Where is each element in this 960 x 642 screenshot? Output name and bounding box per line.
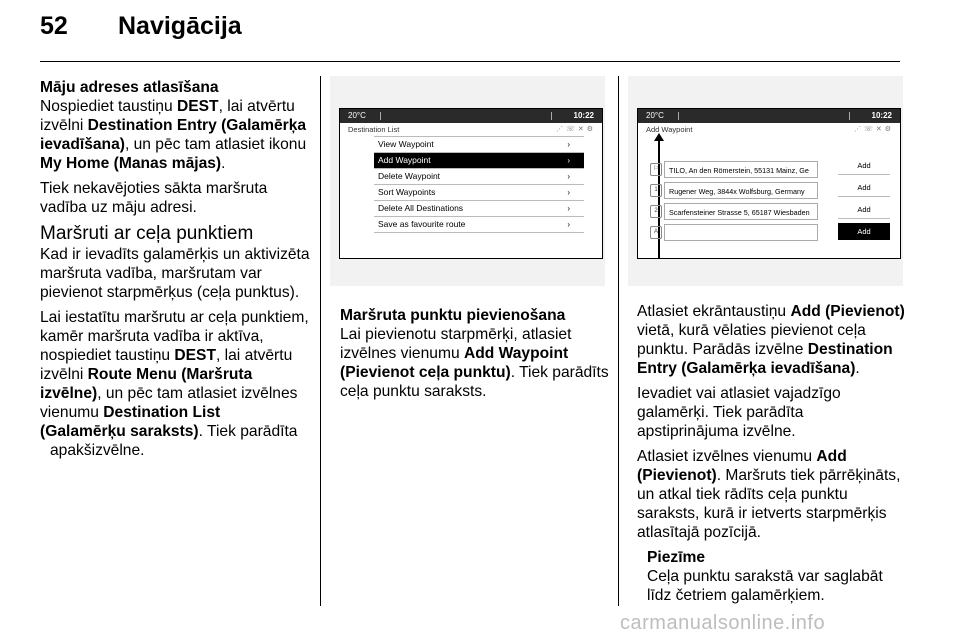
clock-readout: 10:22 [573,111,594,120]
screenshot-add-waypoint [628,76,903,286]
status-icons [556,125,596,133]
destination-menu [374,136,584,233]
page-number: 52 [40,12,68,40]
phone-icon: ☏ [864,126,876,133]
chevron-right-icon: › [567,220,570,229]
signal-icon: ⋰ [556,126,567,133]
section-heading-waypoints: Maršruti ar ceļa punktiem [40,223,254,244]
mute-icon: ✕ [875,126,885,133]
column-divider-1 [320,76,321,606]
status-icons [854,125,894,133]
signal-icon: ⋰ [854,126,865,133]
add-button-selected[interactable]: Add [838,223,890,240]
section-heading-home: Māju adreses atlasīšana [40,79,219,96]
column-3 [637,302,907,605]
infotainment-screen [339,108,603,259]
temperature-readout: 20°C [348,111,366,120]
page-title: Navigācija [118,12,242,40]
settings-icon: ⚙ [884,126,894,133]
add-instructions-paragraph-2: Ievadiet vai atlasiet vajadzīgo galamērķi. Tiek parādīta apstiprinājuma izvēlne. [637,385,841,440]
add-instructions-paragraph-1: Atlasiet ekrāntaustiņu Add (Pievienot) vietā, kurā vēlaties pievienot ceļa punktu. Parādās izvēlne Destination Entry (Galamērķa ievadīšana). [637,303,905,377]
chevron-right-icon: › [567,172,570,181]
column-1 [40,78,310,466]
settings-icon: ⚙ [586,126,596,133]
section-heading-add-waypoint: Maršruta punktu pievienošana [340,307,566,324]
waypoint-a-icon: A [650,226,662,239]
flag-icon: ⚐ [650,163,662,176]
screen-title: Destination List [348,125,400,134]
add-button[interactable]: Add [838,157,890,175]
list-item[interactable]: ⚐ TILO, An den Römerstein, 55131 Mainz, Ge [650,161,818,178]
list-item[interactable]: 2 Scarfensteiner Strasse 5, 65187 Wiesbaden [650,203,818,220]
list-item[interactable]: 1 Rugener Weg, 3844x Wolfsburg, Germany [650,182,818,199]
phone-icon: ☏ [566,126,578,133]
waypoint-1-icon: 1 [650,184,662,197]
menu-item-sort-waypoints[interactable]: Sort Waypoints › [374,185,584,201]
column-2 [340,306,610,407]
menu-item-add-waypoint[interactable]: Add Waypoint › [374,153,584,169]
screenshot-destination-list [330,76,605,286]
waypoints-paragraph-2-tail: apakšizvēlne. [50,442,145,459]
column-divider-2 [618,76,619,606]
waypoint-list [650,161,818,245]
waypoints-paragraph-1: Kad ir ievadīts galamērķis un aktivizēta maršruta vadība, maršrutam var pievienot starpmērķus (ceļa punktus). [40,246,310,301]
chevron-right-icon: › [567,156,570,165]
home-paragraph-1: Nospiediet taustiņu DEST, lai atvērtu izvēlni Destination Entry (Galamērķa ievadīšana), un pēc tam atlasiet ikonu My Home (Manas mājas). [40,98,307,172]
note-text: Ceļa punktu sarakstā var saglabāt līdz četriem galamērķiem. [647,568,883,604]
clock-readout: 10:22 [871,111,892,120]
watermark: carmanualsonline.info [620,612,826,634]
status-bar [638,109,900,123]
waypoint-2-icon: 2 [650,205,662,218]
screen-title: Add Waypoint [646,125,693,134]
menu-item-view-waypoint[interactable]: View Waypoint › [374,137,584,153]
menu-item-save-favourite[interactable]: Save as favourite route › [374,217,584,233]
infotainment-screen [637,108,901,259]
status-bar [340,109,602,123]
chevron-right-icon: › [567,204,570,213]
waypoints-paragraph-2: Lai iestatītu maršrutu ar ceļa punktiem, kamēr maršruta vadība ir aktīva, nospiediet taustiņu DEST, lai atvērtu izvēlni Route Menu (Maršruta izvēlne), un pēc tam atlasiet izvēlnes vienumu Destination List (Galamērķu saraksts). Tiek parādīta [40,309,309,440]
list-item[interactable] [650,224,818,241]
add-instructions-paragraph-3: Atlasiet izvēlnes vienumu Add (Pievienot). Maršruts tiek pārrēķināts, un atkal tiek rādīts ceļa punktu saraksts, kurā ir ietverts starpmērķis atlasītajā pozīcijā. [637,448,901,541]
chevron-right-icon: › [567,188,570,197]
note-title: Piezīme [647,549,706,566]
header-divider [40,61,900,62]
menu-item-delete-waypoint[interactable]: Delete Waypoint › [374,169,584,185]
add-button-column [838,157,890,244]
add-button[interactable]: Add [838,179,890,197]
note-box [637,548,907,605]
home-paragraph-2: Tiek nekavējoties sākta maršruta vadība uz māju adresi. [40,180,268,216]
add-button[interactable]: Add [838,201,890,219]
mute-icon: ✕ [577,126,587,133]
temperature-readout: 20°C [646,111,664,120]
menu-item-delete-all[interactable]: Delete All Destinations › [374,201,584,217]
chevron-right-icon: › [567,140,570,149]
add-waypoint-paragraph: Lai pievienotu starpmērķi, atlasiet izvēlnes vienumu Add Waypoint (Pievienot ceļa punktu). Tiek parādīts ceļa punktu saraksts. [340,326,609,400]
